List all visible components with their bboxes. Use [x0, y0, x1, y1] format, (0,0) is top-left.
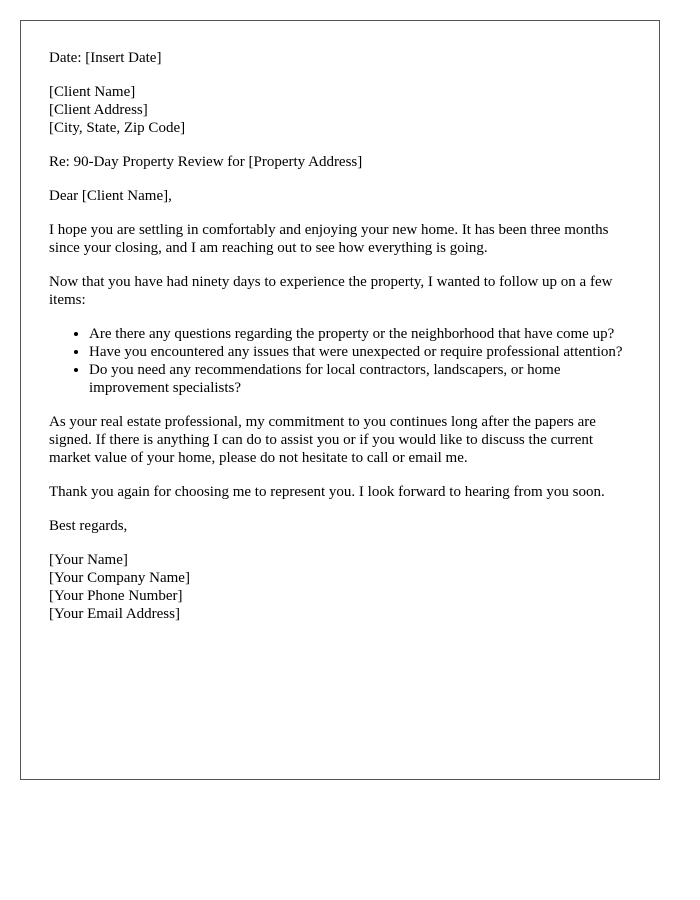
follow-up-list — [49, 325, 635, 397]
follow-up-item-recommendations: • Do you need any recommendations for local contractors, landscapers, or home improvement specialists? — [89, 361, 635, 397]
recipient-block — [49, 83, 635, 137]
recipient-city-state-zip: [City, State, Zip Code] — [49, 120, 186, 136]
signature-company: [Your Company Name] — [49, 570, 190, 586]
date-line: Date: [Insert Date] — [49, 50, 162, 66]
recipient-address: [Client Address] — [49, 102, 148, 118]
follow-up-item-questions: • Are there any questions regarding the property or the neighborhood that have come up? — [89, 325, 635, 343]
signature-phone: [Your Phone Number] — [49, 588, 183, 604]
closing-paragraph-2: Thank you again for choosing me to represent you. I look forward to hearing from you soon. — [49, 484, 605, 500]
follow-up-item-issues: • Have you encountered any issues that were unexpected or require professional attention? — [89, 343, 635, 361]
signature-block — [49, 551, 635, 623]
subject-line: Re: 90-Day Property Review for [Property Address] — [49, 154, 363, 170]
body-paragraph-1: I hope you are settling in comfortably and enjoying your new home. It has been three months since your closing, and I am reaching out to see how everything is going. — [49, 222, 609, 256]
signature-email: [Your Email Address] — [49, 606, 180, 622]
recipient-name: [Client Name] — [49, 84, 136, 100]
closing-paragraph-1: As your real estate professional, my commitment to you continues long after the papers are signed. If there is anything I can do to assist you or if you would like to discuss the current market value of your home, please do not hesitate to call or email me. — [49, 414, 596, 466]
body-paragraph-2: Now that you have had ninety days to experience the property, I wanted to follow up on a few items: — [49, 274, 613, 308]
salutation: Dear [Client Name], — [49, 188, 172, 204]
signoff: Best regards, — [49, 518, 128, 534]
signature-name: [Your Name] — [49, 552, 128, 568]
letter-content — [49, 49, 635, 623]
letter-frame — [20, 20, 660, 780]
